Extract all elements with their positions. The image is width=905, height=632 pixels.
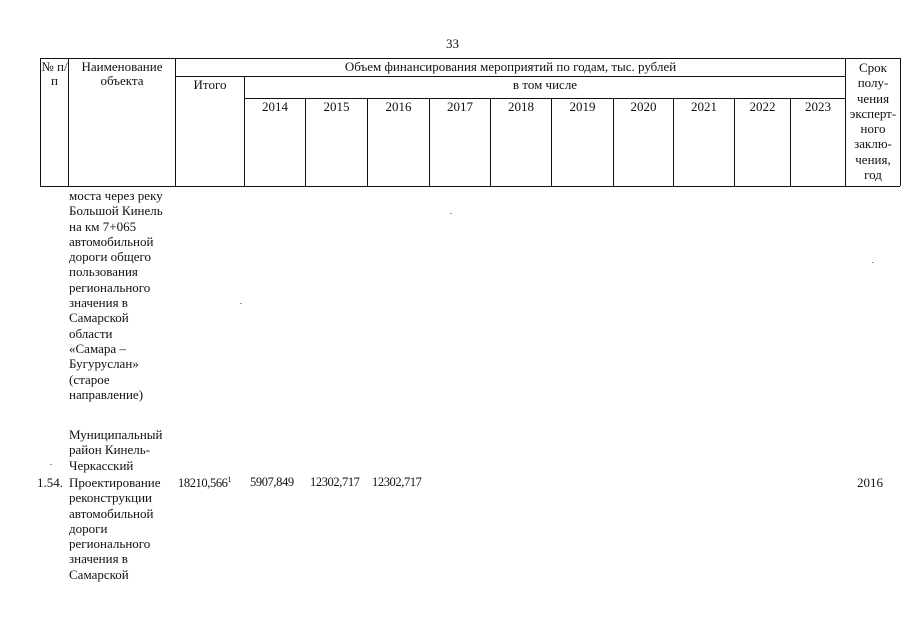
- header-year-2022: 2022: [749, 99, 776, 114]
- row-total: 18210,566$^1$: [178, 475, 232, 491]
- row-name: Проектирование реконструкции автомобильной дороги регионального значения в Самарской: [69, 475, 161, 582]
- header-year-2016: 2016: [385, 99, 412, 114]
- header-year-2023: 2023: [805, 99, 831, 114]
- row-value-2016: 12302,717: [372, 475, 422, 489]
- page-number: 33: [446, 36, 459, 51]
- header-col-total: Итого: [193, 77, 227, 92]
- row-value-2014: 5907,849: [250, 475, 294, 489]
- row-continuation-name: моста через реку Большой Кинель на км 7+065 автомобильной дороги общего пользования регионального значения в Самарской области «Самара – Бугуруслан» (старое направление): [69, 188, 163, 402]
- scan-speck: [450, 213, 452, 214]
- header-year-2019: 2019: [569, 99, 596, 114]
- header-year-2015: 2015: [323, 99, 350, 114]
- group-heading: Муниципальный район Кинель- Черкасский: [69, 427, 163, 473]
- header-year-2017: 2017: [447, 99, 473, 114]
- header-year-2014: 2014: [262, 99, 288, 114]
- header-year-2021: 2021: [691, 99, 717, 114]
- scan-speck: [240, 303, 242, 304]
- header-col-term: Срок полу- чения эксперт- ного заклю- чения, год: [849, 60, 897, 183]
- header-col-funding: Объем финансирования мероприятий по годам, тыс. рублей: [344, 59, 677, 74]
- header-year-2018: 2018: [508, 99, 534, 114]
- row-term: 2016: [857, 475, 883, 490]
- header-col-including: в том числе: [512, 77, 578, 92]
- header-col-no: № п/п: [41, 59, 68, 88]
- header-col-name: Наименование объекта: [81, 59, 163, 88]
- row-value-2015: 12302,717: [310, 475, 360, 489]
- row-number: 1.54.: [37, 475, 63, 490]
- scan-speck: [50, 464, 52, 465]
- header-year-2020: 2020: [630, 99, 657, 114]
- scan-speck: [872, 262, 874, 263]
